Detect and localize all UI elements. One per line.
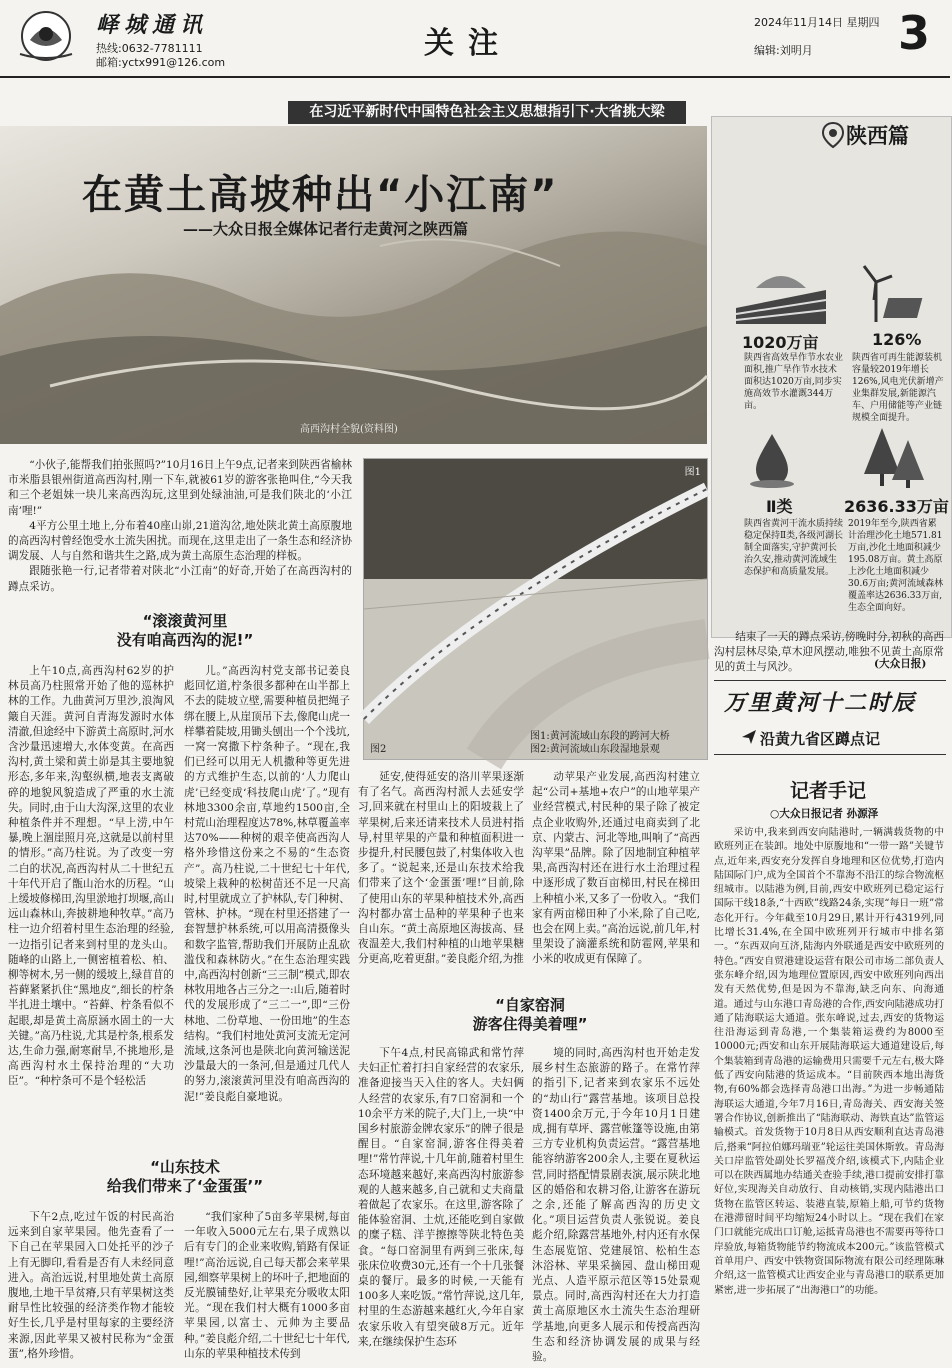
stat-value: Ⅱ类 xyxy=(766,497,793,516)
column-4-top xyxy=(532,770,700,988)
notes-title: 记者手记 xyxy=(790,780,867,802)
caption-line: 图1:黄河流域山东段的跨河大桥 xyxy=(530,731,670,742)
paper-name: 峄城通讯 xyxy=(96,12,209,38)
section2-column-2 xyxy=(184,1210,350,1364)
stat-desc: 陕西省可再生能源装机容量较2019年增长126%,风电光伏新增产业集群发展,新能源汽车、户用储能等产业链规模全面提升。 xyxy=(852,353,944,423)
intro-paragraph: 跟随张艳一行,记者带着对陕北“小江南”的好奇,开始了在高西沟村的蹲点采访。 xyxy=(8,565,352,593)
location-pin-icon xyxy=(822,122,844,152)
email: 邮箱:yctx991@126.com xyxy=(96,56,226,69)
column-3-top xyxy=(358,770,524,988)
section2-column-1 xyxy=(8,1210,174,1364)
divider xyxy=(714,680,946,681)
photo-label-1: 图1 xyxy=(684,467,701,478)
paragraph: 儿。”高西沟村党支部书记姜良彪回忆道,柠条很多都种在山半都上不去的陡坡立壁,需要种植员把绳子绑在腰上,从崖顶吊下去,像爬山虎一样攀着陡坡,用锄头刨出一个个浅坑,一窝一窝撒下柠条种子。“现在,我们已经可以用无人机撒种等更先进的方式维护生态,以前的‘人力爬山虎’已经变成‘科技爬山虎’了。”现有林地3300余亩,草地约1500亩,全村荒山治理程度达78%,林草覆盖率达70%——种树的艰辛使高西沟人格外珍惜这份来之不易的“生态资产”。高乃柱说,二十世纪七十年代,坡梁上栽种的松树苗还不足一尺高时,村里就成立了护林队,专门种树、管林、护林。“现在村里还搭建了一套智慧护林系统,可以用高清摄像头和数字监管,帮助我们开展防止乱砍滥伐和森林防火。”在生态治理实践中,高西沟村创新“三三制”模式,即农林牧用地各占三分之一:山后,随着时代的发展形成了“三二一”,即“三份林地、二份草地、一份田地”的生态结构。“我们村地处黄河支流无定河流域,这条河也是陕北向黄河输送泥沙量最大的一条河,但是通过几代人的努力,滚滚黄河里没有咱高西沟的泥!”姜良彪自豪地说。 xyxy=(184,665,350,1103)
column-3-bottom xyxy=(358,1046,524,1364)
headline: 在黄土高坡种出“小江南” xyxy=(82,172,559,218)
sidebar-title: 陕西篇 xyxy=(846,124,909,148)
location-arrow-icon xyxy=(740,728,758,750)
masthead-emblem xyxy=(10,6,82,64)
section-title-2: “山东技术 给我们带来了‘金蛋蛋’” xyxy=(106,1158,264,1195)
photo-caption xyxy=(530,730,670,756)
bridge-photo xyxy=(363,458,708,760)
page-number: 3 xyxy=(898,6,931,60)
column-series-subtitle: 沿黄九省区蹲点记 xyxy=(760,730,881,748)
paragraph: 下午4点,村民高锦武和常竹萍夫妇正忙着打扫自家经营的农家乐,准备迎接当天入住的客人。夫妇俩人经营的农家乐,有7口窑洞和一个10余平方米的院子,大门上,一块“中国乡村旅游金牌农家乐”的牌子很是醒目。“自家窑洞,游客住得美着哩!”常竹萍说,十几年前,随着村里生态环境越来越好,来高西沟村旅游参观的人越来越多,自己就和丈夫商量着做起了农家乐。在这里,游客除了能体验窑洞、土炕,还能吃到自家做的糜子糕、洋芋擦擦等陕北特色美食。“每口窑洞里有两到三张床,每张床位收费30元,还有一个十几张餐桌的餐厅。最多的时候,一天能有100多人来吃饭。”常竹萍说,这几年,村里的生态游越来越红火,今年自家农家乐收入有望突破8万元。近年来,在继续保护生态环 xyxy=(358,1047,524,1348)
water-drop-icon xyxy=(742,430,802,494)
section-name: 关注 xyxy=(424,26,512,61)
stat-value: 126% xyxy=(872,330,922,349)
hotline: 热线:0632-7781111 xyxy=(96,42,203,55)
paragraph: 动苹果产业发展,高西沟村建立起“公司+基地+农户”的山地苹果产业经营模式,村民种的果子除了被定点企业收购外,还通过电商卖到了北京、内蒙古、河北等地,叫响了“高西沟苹果”品牌。除了因地制宜种植苹果,高西沟村还在进行水土治理过程中逐形成了数百亩梯田,村民在梯田上种植小米,又多了一份收入。“我们家有两亩梯田种了小米,除了自己吃,也会在网上卖。”高治远说,前几年,村里架设了滴灌系统和防雹网,苹果和小米的收成更有保障了。 xyxy=(532,771,700,966)
column-4-bottom xyxy=(532,1046,700,1364)
stat-desc: 陕西省高效旱作节水农业面积,推广旱作节水技术面积达1020万亩,同步实施高效节水灌溉344万亩。 xyxy=(744,353,844,411)
farmland-icon xyxy=(736,268,826,328)
divider xyxy=(714,754,946,755)
series-banner: 在习近平新时代中国特色社会主义思想指引下·大省挑大梁 xyxy=(288,101,686,124)
photo-credit: 高西沟村全貌(资料图) xyxy=(300,424,398,435)
section-title-3: “自家窑洞 游客住得美着哩” xyxy=(472,996,588,1033)
paragraph: 采访中,我来到西安向陆港时,一辆满载货物的中欧班列正在装卸。地处中原腹地和“一带一路”关键节点,近年来,西安充分发挥自身地理和区位优势,打造内陆国际门户,成为全国首个不靠海不沿江的综合物流枢纽城市。以陆港为例,目前,西安中欧班列已稳定运行国际干线18条,“十西欧”线路24条,实现“每日一班”常态化开行。今年截至10月29日,累计开行4319列,同比增长31.4%,在全国中欧班列开行城市中排名第一。“东西双向互济,陆海内外联通是西安中欧班列的特色。”西安自贸港建设运营有限公司市场二部负责人张东峰介绍,因为地理位置原因,西安中欧班列向西出发有天然优势,但是因为不靠海,缺乏向东、向海通道。通过与山东港口青岛港的合作,西安向陆港成功打通了陆海联运大通道。张东峰说,过去,西安的货物运往沿海运到青岛港,一个集装箱运费约为8000至10000元;西安和山东开展陆海联运大通道建设后,每个集装箱到青岛港的运输费用只需要千元左右,极大降低了西安向陆港的货运成本。“目前陕西本地出海货物,有60%都会选择青岛港口出海。”为进一步畅通陆海联运大通道,今年7月16日,青岛海关、西安海关签署合作协议,创新推出了“陆海联动、海铁直达”监管运输模式。首发货物于10月8日从西安顺利直达青岛港后,搭乘“阿拉伯娜玛瑞亚”轮运往美国休斯敦。青岛海关口岸监管处副处长罗福茂介绍,该模式下,内陆企业可以在陕西属地办结通关查验手续,港口提前安排打靠好位,实现海关自动放行、自动核销,实现内陆港出口货物在监管区转运、装港直装,原箱上船,可节约货物在港滞留时间平均缩短24小时以上。“现在我们在家门口就能完成出口订舱,运抵青岛港也不需要再等待口岸验放,每箱货物能节约物流成本200元。”该监管模式首单用户、西安中铁物资国际物流有限公司经理陈琳介绍,这一监管模式让西安企业与青岛港口的联系更加紧密,进一步拓展了“出海港口”的功能。 xyxy=(714,827,944,1296)
caption-line: 图2:黄河流域山东段湿地景观 xyxy=(530,744,660,755)
closing-source: (大众日报) xyxy=(874,658,927,670)
stat-desc: 2019年至今,陕西省累计治理沙化土地571.81万亩,沙化土地面积减少195.08万亩。黄土高原上沙化土地面积减少30.6万亩;黄河流域森林覆盖率达2636.33万亩,生态全面向好。 xyxy=(848,519,944,613)
notes-author: ○大众日报记者 孙源泽 xyxy=(770,808,879,820)
paragraph: 下午2点,吃过午饭的村民高治远来到自家苹果园。他先查看了一下自己在苹果园入口处托平的沙子上有无脚印,看看是否有人未经同意进入。高治远说,村里地处黄土高原腹地,土地干旱贫瘠,只有苹果树这类耐旱性比较强的经济类作物才能较好生长,几乎是村里每家的主要经济来源,因此苹果又被村民称为“金蛋蛋”,格外珍惜。 xyxy=(8,1211,174,1360)
section1-column-1 xyxy=(8,664,174,1202)
header-rule xyxy=(0,76,950,78)
paragraph: 上午10点,高西沟村62岁的护林员高乃柱照常开始了他的巡林护林的工作。九曲黄河万里沙,浪淘风簸自天涯。黄河自青海发源时水体清澈,但途经中下游黄土高原时,河水含沙量迅速增大,水体变黄。在高西沟村,黄土梁和黄土峁是其主要地貌形态,多年来,沟壑纵横,地表支离破碎的地貌风貌造成了严重的水土流失。同时,由于山大沟深,这里的农业种植条件并不理想。“早上涝,中午暴,晚上涸崖照月亮,这就是以前村里的情形。”高乃柱说。为了改变一穷二白的状况,高西沟村从二十世纪五十年代开启了甑山治水的历程。“山上缓坡修梯田,沟里淤地打坝堰,高山远山森林山,奔披耕地种牧草。”高乃柱一边介绍着村里生态治理的经验,一边指引记者来到村里的龙头山。随峰的山路上,一侧密植着松、柏、柳等树木,另一侧的缓坡上,绿苜苜的苔藓紧紧扒住“黑地皮”,细长的柠条半扎进土壤中。“苔藓、柠条看似不起眼,却是黄土高原涵水固土的一大关键。”高乃柱说,尤其是柠条,根系发达,生命力强,耐寒耐旱,不挑地形,是高西沟村水土保持治理的“大功臣”。“种柠条可不是个轻松活 xyxy=(8,665,174,1088)
section1-column-2 xyxy=(184,664,350,1144)
stat-desc: 陕西省黄河干流水质持续稳定保持Ⅱ类,各级河湖长制全面落实,守护黄河长治久安,推动黄河流域生态保护和高质量发展。 xyxy=(744,519,844,577)
notes-body xyxy=(714,826,944,1364)
stat-value: 2636.33万亩 xyxy=(844,497,949,516)
photo-label-2: 图2 xyxy=(370,744,387,755)
trees-icon xyxy=(858,424,928,494)
paragraph: 境的同时,高西沟村也开始走发展乡村生态旅游的路子。在常竹萍的指引下,记者来到农家乐不远处的“劫山行”露营基地。该项目总投资1400余万元,于今年10月1日建成,拥有草坪、露营帐篷等设施,由第三方专业机构负责运营。“露营基地能容纳游客200余人,主要在夏秋运营,同时搭配情景剧表演,展示陕北地区的婚俗和农耕习俗,让游客在游玩之余,还能了解高西沟的历史文化。”项目运营负责人张锐说。姜良彪介绍,除露营基地外,村内还有水保生态展览馆、党建展馆、松柏生态沐浴林、苹果采摘园、盘山梯田观光点、人造平原示范区等15处景观景点。同时,高西沟村还在大力打造黄土高原地区水土流失生态治理研学基地,向更多人展示和传授高西沟生态和经济协调发展的成果与经验。 xyxy=(532,1047,700,1364)
issue-date: 2024年11月14日 星期四 xyxy=(754,16,880,29)
editor: 编辑:刘明月 xyxy=(754,44,813,57)
paragraph: 延安,使得延安的洛川苹果逐渐有了名气。高西沟村派人去延安学习,回来就在村里山上的阳坡栽上了苹果树,后来还请来技术人员进村指导,村里苹果的产量和种植面积进一步提升,村民腰包鼓了,村集体收入也多了。“说起来,还是山东技术给我们带来了这个‘金蛋蛋’哩!”目前,除了使用山东的苹果种植技术外,高西沟村都办富士品种的苹果种子也来自山东。“黄土高原地区海拔高、昼夜温差大,我们村种植的山地苹果糖分更高,吃着更甜。”姜良彪介绍,为推 xyxy=(358,771,524,966)
intro-paragraph: “小伙子,能帮我们拍张照吗?”10月16日上午9点,记者来到陕西省榆林市米脂县银州街道高西沟村,刚一下车,就被61岁的游客张艳叫住,“今天我和三个老姐妹一块儿来高西沟玩,这里到处绿油油,可是我们陕北的‘小江南’哩!” xyxy=(8,459,352,517)
intro-text xyxy=(8,458,352,600)
wind-solar-icon xyxy=(846,262,936,328)
sub-headline: ——大众日报全媒体记者行走黄河之陕西篇 xyxy=(183,220,469,238)
paragraph: “我们家种了5亩多苹果树,每亩一年收入5000元左右,果子成熟以后有专门的企业来收购,销路有保证哩!”高治远说,自己每天都会来苹果园,细察苹果树上的坏叶子,把地面的反光膜铺垫好,让苹果充分吸收太阳光。“现在我们村大概有1000多亩苹果园,以富士、元帅为主要品种。”姜良彪介绍,二十世纪七十年代,山东的苹果种植技术传到 xyxy=(184,1211,350,1360)
stat-value: 1020万亩 xyxy=(742,333,819,352)
section-title-1: “滚滚黄河里 没有咱高西沟的泥!” xyxy=(116,612,254,649)
paragraph: 结束了一天的蹲点采访,傍晚时分,初秋的高西沟村层林尽染,草木迎风摆动,唯独不见黄土高原常见的黄土与风沙。 xyxy=(714,631,944,674)
column-series-title: 万里黄河十二时辰 xyxy=(724,690,917,716)
intro-paragraph: 4平方公里土地上,分布着40座山峁,21道沟岔,地处陕北黄土高原腹地的高西沟村曾经饱受水土流失困扰。而现在,这里走出了一条生态和经济协调发展、人与自然和谐共生之路,成为黄土高原生态治理的样板。 xyxy=(8,519,352,563)
